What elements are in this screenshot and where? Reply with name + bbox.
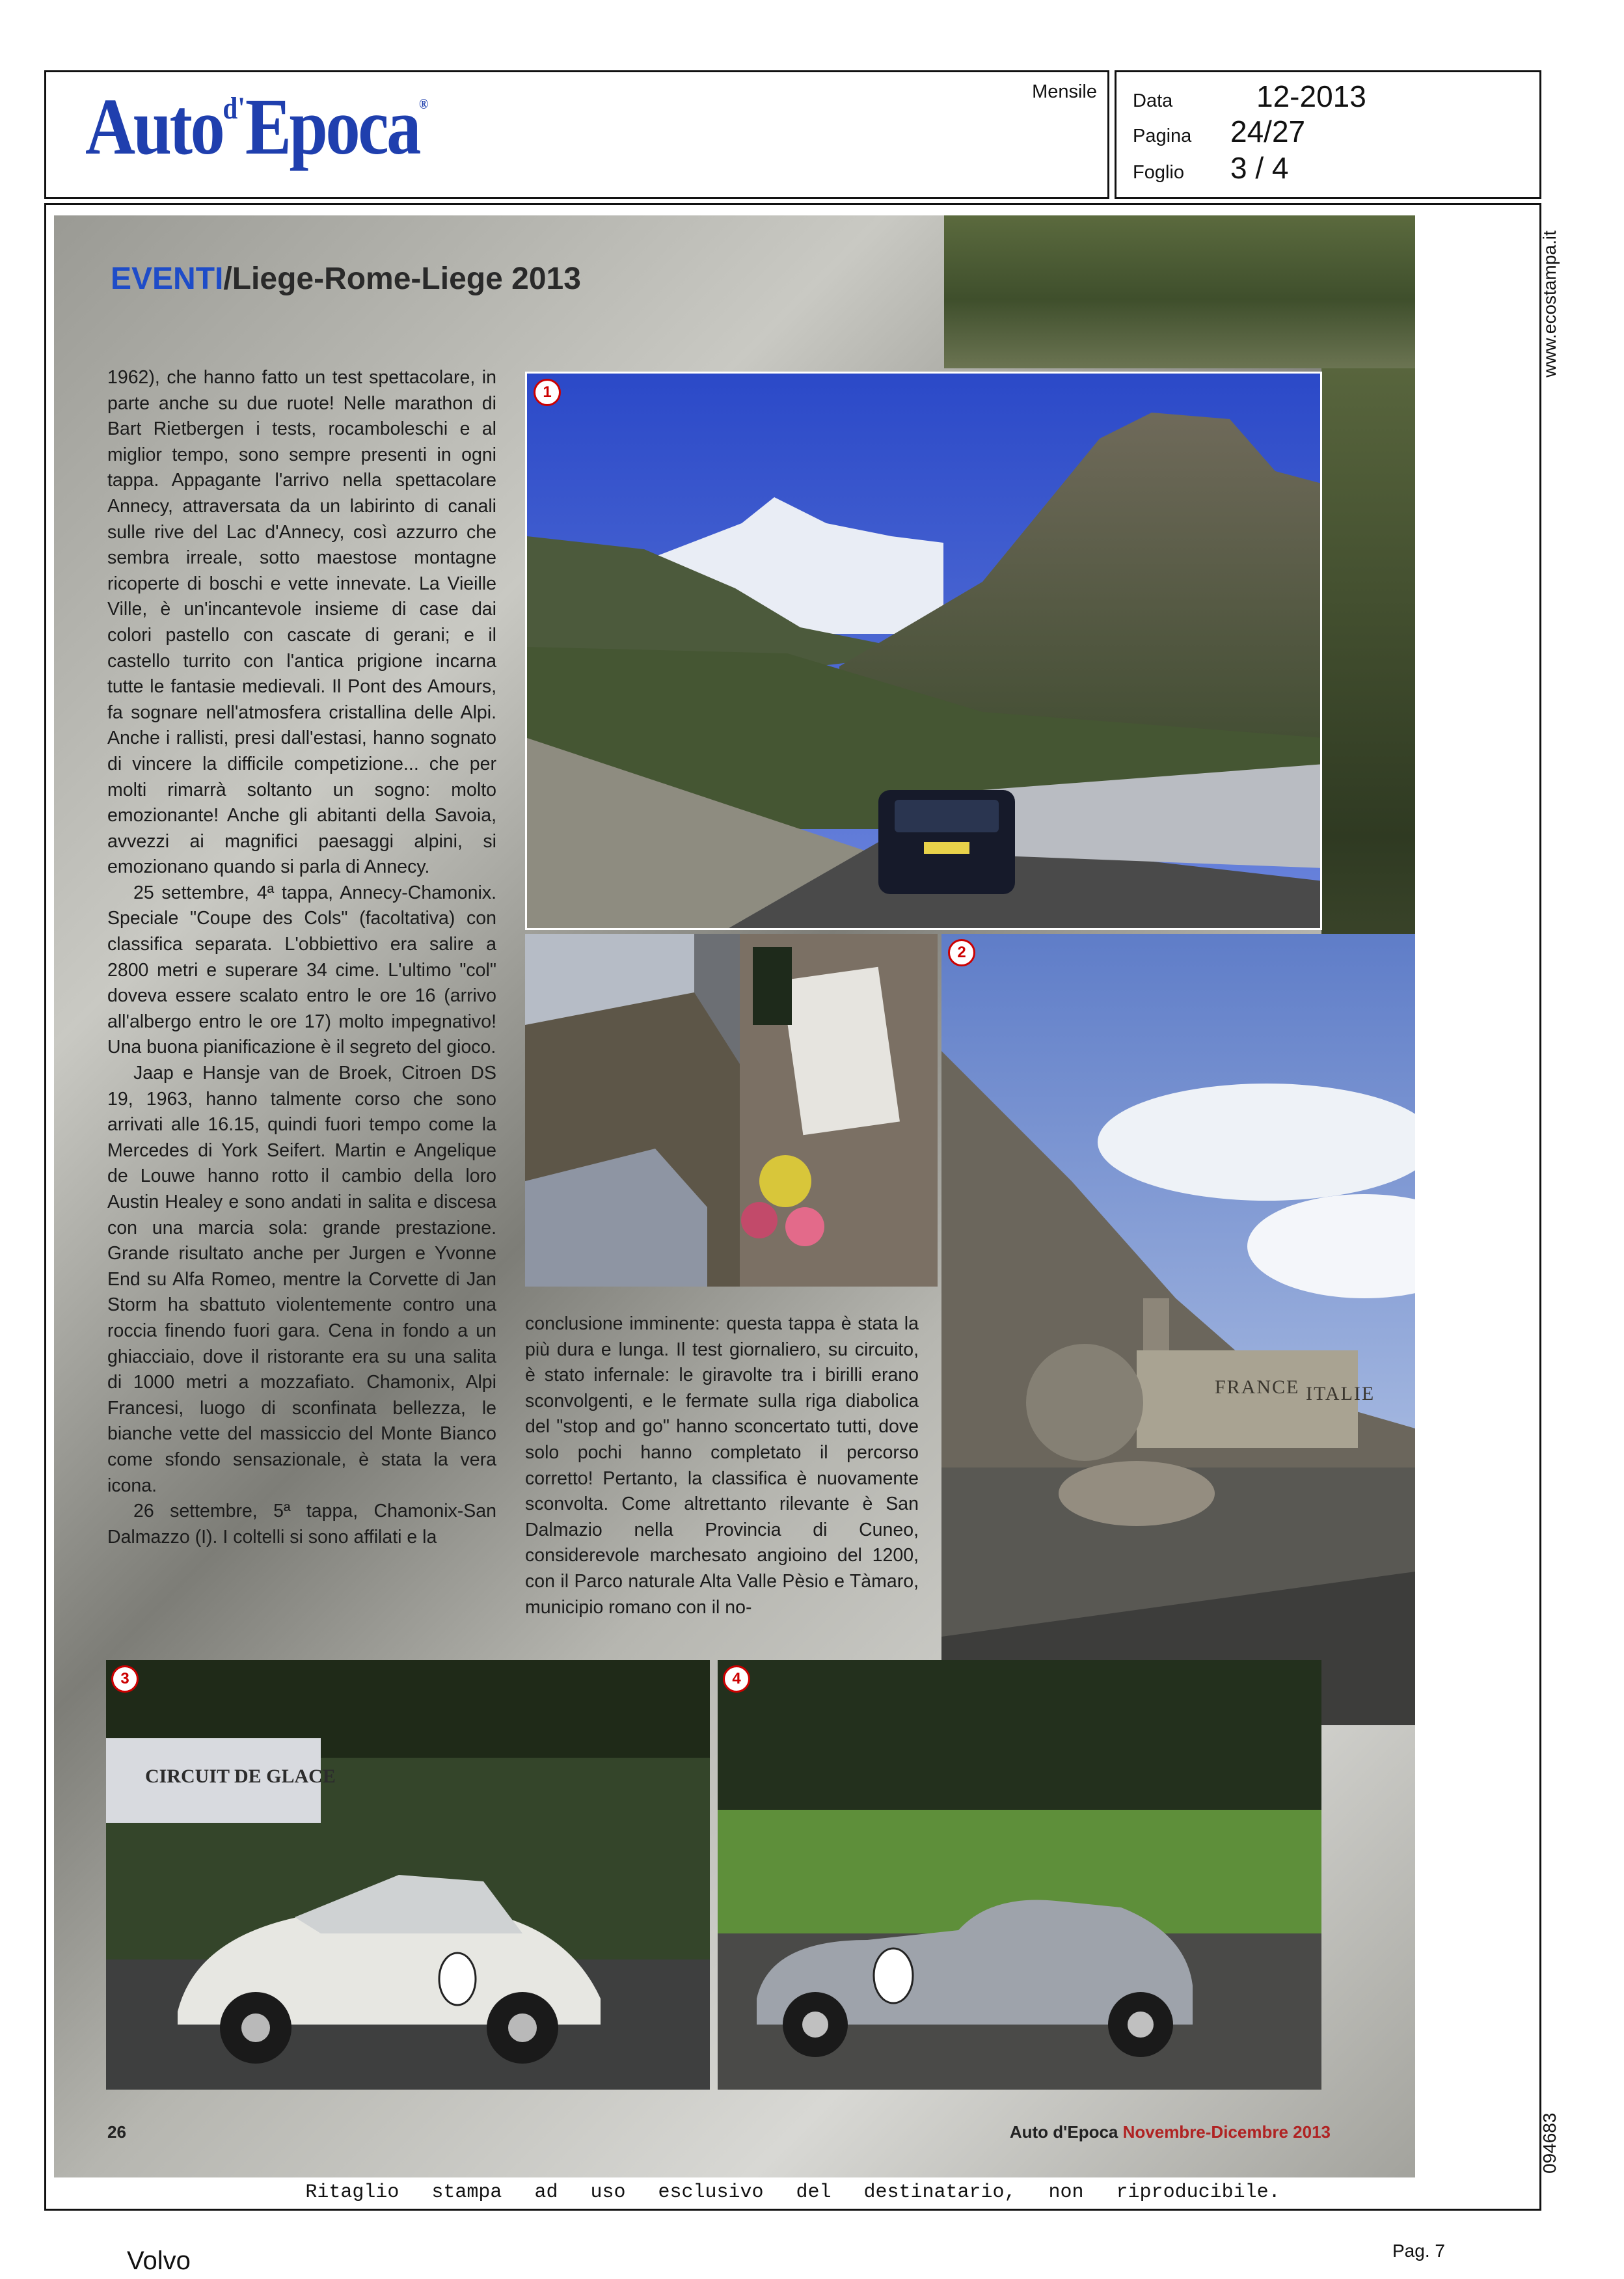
- photo-1-mountain-road: [525, 372, 1322, 930]
- data-value: 12-2013: [1256, 79, 1366, 113]
- paragraph-2: 25 settembre, 4ª tappa, Annecy-Chamonix. Speciale "Coupe des Cols" (facoltativa) con classifica separata. L'obbiettivo era salire a 2800 metri e superare 34 cime. L'ultimo "col" doveva essere scalato entro le ore 16 (arrivo all'albergo entro le ore 17) molto impegnativo! Una buona pianificazione è il segreto del gioco.: [107, 882, 496, 1058]
- circuit-sign: CIRCUIT DE GLACE: [145, 1766, 336, 1787]
- left-text-column: [107, 365, 496, 1550]
- magazine-logo: Auto$^{d'}$Epoca®: [85, 82, 426, 171]
- magazine-page-number: 26: [107, 2122, 126, 2142]
- forest-background-image: [944, 215, 1415, 368]
- foglio-value: 3 / 4: [1230, 151, 1289, 185]
- paragraph-1: 1962), che hanno fatto un test spettacolare, in parte anche su due ruote! Nelle marathon di Bart Rietbergen i tests, rocamboleschi e al miglior tempo, sono sempre presenti in ogni tappa. Appagante l'arrivo nella spettacolare Annecy, attraversata da un labirinto di canali sulle rive del Lac d'Annecy, così azzurro che sembra irreale, sotto maestose montagne ricoperte di boschi e vette innevate. La Vieille Ville, è un'incantevole insieme di case dai colori pastello con cascate di gerani; e il castello turrito con l'antica prigione incarna tutte le fantasie medievali. Il Pont des Amours, fa sognare nell'atmosfera cristallina delle Alpi. Anche i rallisti, presi dall'estasi, hanno sognato di vincere la difficile competizione... che per molti rimarrà soltanto un sogno: molto emozionante! Anche gli abitanti della Savoia, avvezzi ai magnifici paesaggi alpini, si emozionano quando si parla di Annecy.: [107, 367, 496, 878]
- foglio-row: [1133, 150, 1289, 185]
- photo-4-number-badge: 4: [723, 1665, 750, 1693]
- frequency-label: Mensile: [1032, 81, 1097, 102]
- client-name: Volvo: [127, 2246, 191, 2275]
- footer-issue: Novembre-Dicembre 2013: [1122, 2122, 1331, 2142]
- title-separator: /: [223, 262, 232, 296]
- memorial-image: [525, 934, 938, 1287]
- section-label: EVENTI: [111, 262, 224, 296]
- photo-4-image: [718, 1660, 1321, 2090]
- photo-3-citroen-ds: [106, 1660, 710, 2090]
- border-sign-italie: ITALIE: [1306, 1383, 1375, 1404]
- photo-3-number-badge: 3: [111, 1665, 139, 1693]
- photo-4-austin-healey: [718, 1660, 1321, 2090]
- ecostampa-url: www.ecostampa.it: [1539, 230, 1560, 377]
- title-text: Liege-Rome-Liege 2013: [232, 262, 581, 296]
- page-label: Pag. 7: [1392, 2241, 1445, 2261]
- publication-info-box: [1115, 70, 1541, 199]
- foglio-label: Foglio: [1133, 162, 1184, 183]
- right-text-column: [525, 1311, 919, 1620]
- disclaimer-text: Ritaglio stampa ad uso esclusivo del destinatario, non riproducibile.: [305, 2181, 1280, 2204]
- photo-3-image: [106, 1660, 710, 2090]
- masthead-box: [44, 70, 1109, 199]
- photo-2-border-pass: [941, 934, 1415, 1725]
- paragraph-4: 26 settembre, 5ª tappa, Chamonix-San Dalmazzo (I). I coltelli si sono affilati e la: [107, 1501, 496, 1548]
- data-label: Data: [1133, 90, 1173, 111]
- border-sign-france: FRANCE: [1215, 1376, 1300, 1398]
- paragraph-3: Jaap e Hansje van de Broek, Citroen DS 19, 1963, hanno talmente corso che sono arrivati alle 16.15, quindi fuori tempo come la Mercedes di York Seifert. Martin e Angelique de Louwe hanno rotto il cambio della loro Austin Healey e sono andati in salita e discesa con una marcia sola: grande prestazione. Grande risultato anche per Jurgen e Yvonne End su Alfa Romeo, mentre la Corvette di Jan Storm ha sbattuto violentemente contro una roccia finendo fuori gara. Cena in fondo a un ghiacciaio, dove il ristorante era su una salita di 1000 metri a mozzafiato. Chamonix, Alpi Francesi, luogo di sconfinata bellezza, le bianche vette del massiccio del Monte Bianco come sfondo sensazionale, è stata la vera icona.: [107, 1063, 496, 1496]
- photo-1-number-badge: 1: [534, 379, 561, 406]
- pagina-row: [1133, 114, 1305, 149]
- pagina-label: Pagina: [1133, 126, 1192, 146]
- document-code: 094683: [1539, 2112, 1560, 2174]
- photo-2-number-badge: 2: [948, 939, 975, 966]
- magazine-page: [54, 215, 1415, 2177]
- pagina-value: 24/27: [1230, 115, 1306, 148]
- article-title: [111, 261, 581, 297]
- photo-memorial-flowers: [525, 934, 938, 1287]
- footer-brand: Auto d'Epoca: [1009, 2122, 1118, 2142]
- photo-2-image: [941, 934, 1415, 1725]
- data-row: [1133, 79, 1366, 114]
- paragraph-5: conclusione imminente: questa tappa è stata la più dura e lunga. Il test giornaliero, su circuito, è stato infernale: le giravolte tra i birilli erano sconvolgenti, e le fermate sulla riga diabolica del "stop and go" hanno sconcertato tutti, dove solo pochi hanno completato il percorso corretto! Pertanto, la classifica è nuovamente sconvolta. Come altrettanto rilevante è San Dalmazio nella Provincia di Cuneo, considerevole marchesato angioino del 1200, con il Parco naturale Alta Valle Pèsio e Tàmaro, municipio romano con il no-: [525, 1313, 919, 1618]
- photo-1-image: [527, 374, 1322, 930]
- magazine-footer: [1010, 2122, 1331, 2142]
